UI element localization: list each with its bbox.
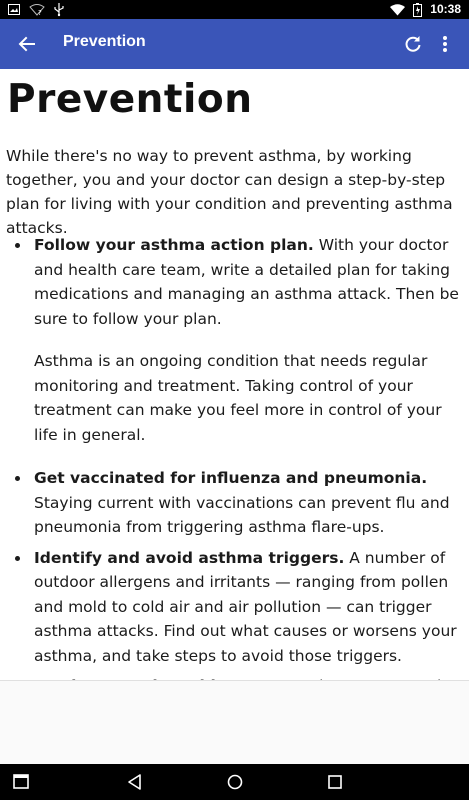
nav-overview-button[interactable]: [324, 771, 346, 793]
blank-footer-area: [0, 680, 469, 765]
home-circle-icon: [224, 771, 246, 793]
more-vert-icon: [435, 32, 455, 56]
clock: 10:38: [430, 2, 461, 16]
refresh-icon: [401, 32, 425, 56]
status-bar: [0, 0, 469, 19]
list-item-title: Follow your asthma action plan.: [34, 236, 314, 254]
list-item-title: Get vaccinated for influenza and pneumonia.: [34, 469, 428, 487]
bullet-dot: [15, 556, 20, 561]
refresh-button[interactable]: [401, 32, 425, 56]
page-title: Prevention: [7, 77, 253, 122]
app-bar: [0, 19, 469, 69]
wifi-question-icon: [30, 4, 44, 16]
list-item-extra: Asthma is an ongoing condition that needs regular monitoring and treatment. Taking control of your treatment can make you feel more in control of your life in general.: [34, 352, 442, 444]
list-item-text: A number of outdoor allergens and irritants — ranging from pollen and mold to cold air and air pollution — can trigger asthma attacks. Find out what causes or worsens your asthma, and take steps to avoid those triggers.: [34, 548, 457, 665]
nav-back-button[interactable]: [124, 771, 146, 793]
svg-text:?: ?: [38, 8, 42, 17]
list-item-title: Identify and avoid asthma triggers.: [34, 548, 345, 567]
system-nav-bar: [0, 764, 469, 800]
overview-square-icon: [324, 771, 346, 793]
intro-paragraph: While there's no way to prevent asthma, by working together, you and your doctor can design a step-by-step plan for living with your condition and preventing asthma attacks.: [6, 147, 453, 237]
more-options-button[interactable]: [435, 32, 455, 56]
back-button[interactable]: [14, 31, 40, 57]
recent-apps-icon: [10, 771, 32, 793]
list-item: [0, 466, 469, 540]
recent-apps-button[interactable]: [10, 771, 32, 793]
usb-icon: [54, 3, 64, 16]
list-item: [0, 546, 469, 669]
nav-home-button[interactable]: [224, 771, 246, 793]
list-item: [0, 233, 469, 331]
bullet-dot: [15, 476, 20, 481]
back-triangle-icon: [124, 771, 146, 793]
bullet-dot: [15, 243, 20, 248]
prevention-list: [0, 233, 469, 699]
wifi-icon: [390, 4, 405, 16]
article-content[interactable]: [0, 69, 469, 680]
list-item-text: Staying current with vaccinations can prevent flu and pneumonia from triggering asthma flare-ups.: [34, 493, 450, 536]
back-arrow-icon: [14, 31, 40, 57]
app-bar-title: Prevention: [63, 33, 146, 50]
list-item-text: With your doctor and health care team, write a detailed plan for taking medications and managing an asthma attack. Then be sure to follow your plan.: [34, 236, 459, 328]
battery-icon: [413, 3, 422, 17]
screenshot-icon: [8, 4, 20, 15]
